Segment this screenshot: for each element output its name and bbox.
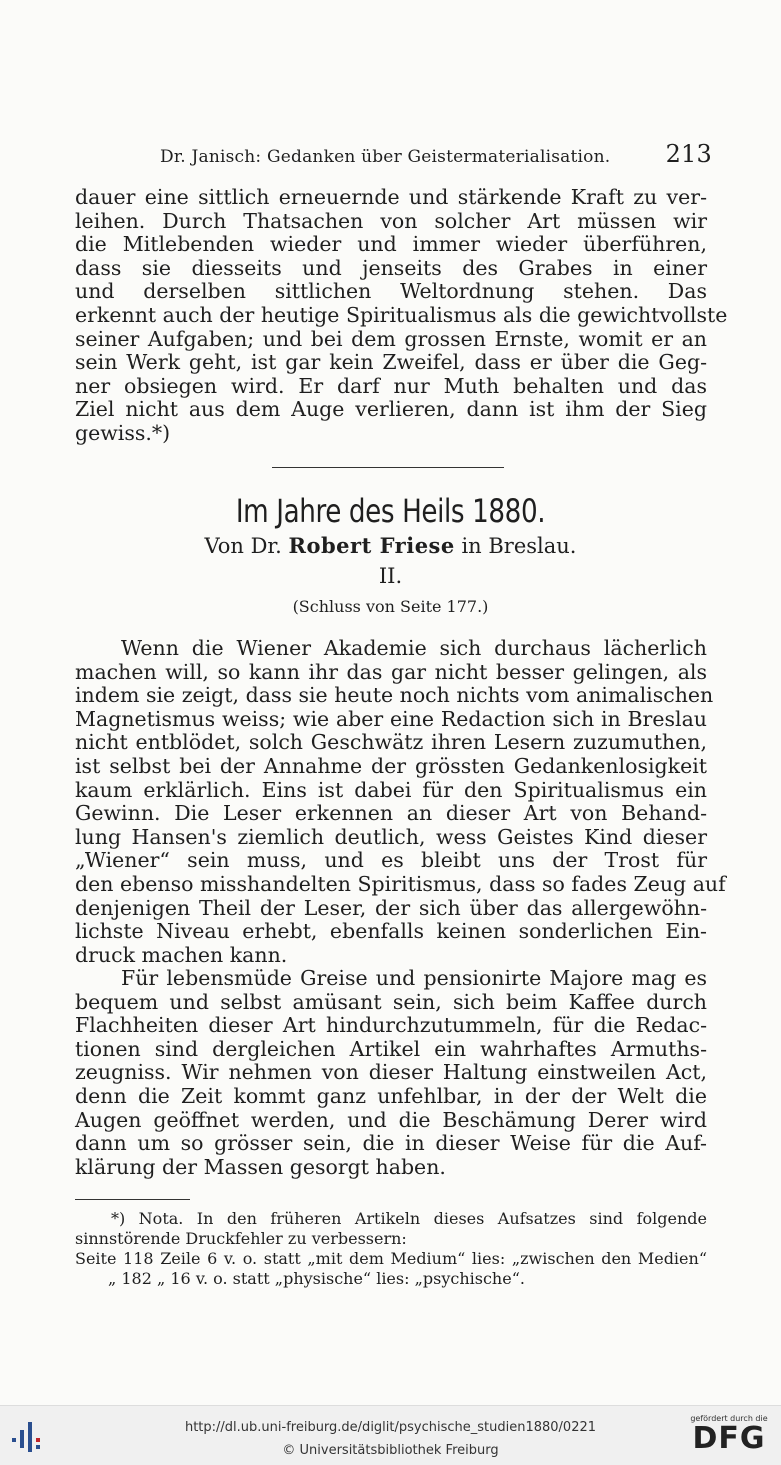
text-line: erkennt auch der heutige Spiritualismus als die gewichtvollste bbox=[75, 302, 728, 327]
text-line: seiner Aufgaben; und bei dem grossen Ernste, womit er an bbox=[75, 326, 707, 351]
text-line: sein Werk geht, ist gar kein Zweifel, dass er über die Geg- bbox=[75, 350, 707, 375]
text-line: zeugniss. Wir nehmen von dieser Haltung einstweilen Act, bbox=[75, 1060, 707, 1085]
text-line: denn die Zeit kommt ganz unfehlbar, in der der Welt die bbox=[75, 1083, 707, 1108]
text-line: gewiss.*) bbox=[75, 420, 171, 445]
text-line: lung Hansen's ziemlich deutlich, wess Geistes Kind dieser bbox=[75, 824, 707, 849]
dfg-caption: gefördert durch die bbox=[690, 1414, 768, 1423]
article-byline bbox=[0, 533, 781, 558]
page-number: 213 bbox=[665, 140, 712, 168]
text-line: denjenigen Theil der Leser, der sich über das allergewöhn- bbox=[75, 895, 707, 920]
text-line: dass sie diesseits und jenseits des Grabes in einer bbox=[75, 255, 707, 280]
running-title: Dr. Janisch: Gedanken über Geistermaterialisation. bbox=[160, 147, 611, 167]
dfg-badge bbox=[689, 1414, 769, 1460]
permalink[interactable]: http://dl.ub.uni-freiburg.de/diglit/psychische_studien1880/0221 bbox=[184, 1420, 597, 1435]
footnote-rule bbox=[75, 1199, 190, 1200]
article-title: Im Jahre des Heils 1880. bbox=[235, 492, 546, 530]
text-line: indem sie zeigt, dass sie heute noch nichts vom animalischen bbox=[75, 683, 714, 708]
running-header bbox=[160, 140, 712, 174]
text-line: leihen. Durch Thatsachen von solcher Art müssen wir bbox=[75, 208, 707, 233]
footnote-line: Seite 118 Zeile 6 v. o. statt „mit dem Medium“ lies: „zwischen den Medien“ bbox=[75, 1249, 707, 1268]
text-line: dann um so grösser sein, die in dieser Weise für die Auf- bbox=[75, 1131, 707, 1156]
part-number: II. bbox=[378, 564, 403, 588]
text-line: lichste Niveau erhebt, ebenfalls keinen sonderlichen Ein- bbox=[75, 919, 707, 944]
text-line: klärung der Massen gesorgt haben. bbox=[75, 1154, 446, 1179]
text-line: den ebenso misshandelten Spiritismus, dass so fades Zeug auf bbox=[75, 871, 726, 896]
text-line: machen will, so kann ihr das gar nicht besser gelingen, als bbox=[75, 659, 707, 684]
section-divider bbox=[272, 467, 504, 468]
continued-note: (Schluss von Seite 177.) bbox=[292, 597, 489, 616]
continuation-text bbox=[75, 185, 728, 446]
text-line: tionen sind dergleichen Artikel ein wahrhaftes Armuths- bbox=[75, 1036, 707, 1061]
viewer-footer bbox=[0, 1405, 781, 1465]
text-line: druck machen kann. bbox=[75, 942, 288, 967]
text-line: Ziel nicht aus dem Auge verlieren, dann ist ihm der Sieg bbox=[75, 397, 707, 422]
text-line: Gewinn. Die Leser erkennen an dieser Art von Behand- bbox=[75, 801, 707, 826]
paragraph-1 bbox=[75, 636, 726, 967]
byline-suffix: in Breslau. bbox=[461, 534, 577, 558]
text-line: und derselben sittlichen Weltordnung stehen. Das bbox=[75, 279, 707, 304]
footnote-line: „ 182 „ 16 v. o. statt „physische“ lies: „psychische“. bbox=[108, 1269, 525, 1288]
text-line: die Mitlebenden wieder und immer wieder überführen, bbox=[75, 232, 707, 257]
text-line: Wenn die Wiener Akademie sich durchaus lächerlich bbox=[121, 636, 707, 660]
paragraph-2 bbox=[75, 967, 707, 1179]
text-line: ist selbst bei der Annahme der grössten Gedankenlosigkeit bbox=[75, 753, 707, 778]
text-line: ner obsiegen wird. Er darf nur Muth behalten und das bbox=[75, 373, 707, 398]
text-line: dauer eine sittlich erneuernde und stärkende Kraft zu ver- bbox=[75, 185, 707, 209]
text-line: bequem und selbst amüsant sein, sich beim Kaffee durch bbox=[75, 989, 707, 1014]
copyright: © Universitätsbibliothek Freiburg bbox=[282, 1443, 499, 1458]
text-line: Flachheiten dieser Art hindurchzutummeln, für die Redac- bbox=[75, 1013, 707, 1038]
author-name: Robert Friese bbox=[288, 533, 455, 558]
text-line: nicht entblödet, solch Geschwätz ihren Lesern zuzumuthen, bbox=[75, 730, 707, 755]
footnotes bbox=[75, 1209, 707, 1289]
byline-prefix: Von Dr. bbox=[204, 534, 282, 558]
text-line: Augen geöffnet werden, und die Beschämung Derer wird bbox=[75, 1107, 707, 1132]
text-line: „Wiener“ sein muss, und es bleibt uns der Trost für bbox=[75, 848, 707, 873]
text-line: kaum erklärlich. Eins ist dabei für den Spiritualismus ein bbox=[75, 777, 707, 802]
text-line: Magnetismus weiss; wie aber eine Redaction sich in Breslau bbox=[75, 706, 707, 731]
footnote-line: sinnstörende Druckfehler zu verbessern: bbox=[75, 1229, 407, 1248]
dfg-logo-icon: DFG bbox=[692, 1421, 766, 1456]
footnote-line: *) Nota. In den früheren Artikeln dieses Aufsatzes sind folgende bbox=[111, 1209, 707, 1228]
text-line: Für lebensmüde Greise und pensionirte Majore mag es bbox=[121, 966, 707, 990]
